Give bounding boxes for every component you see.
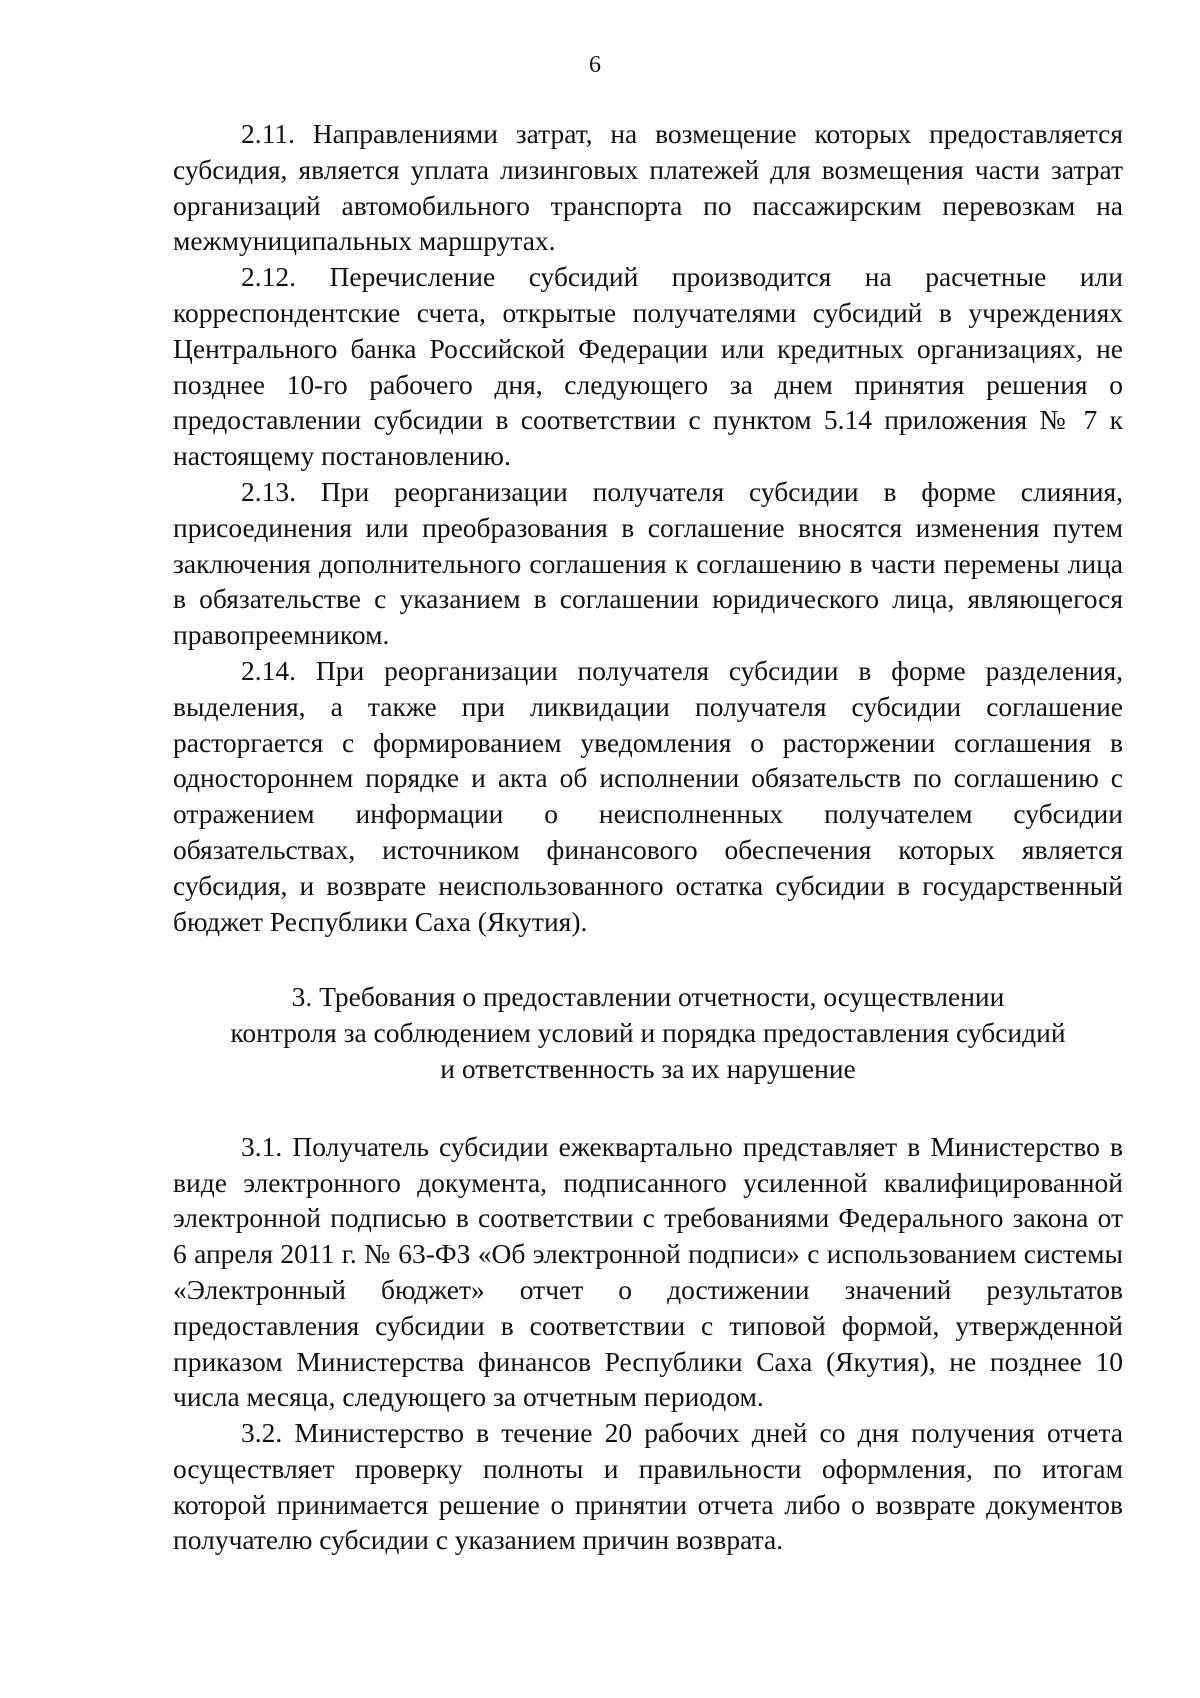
paragraph-2-13: 2.13. При реорганизации получателя субсидии в форме слияния, присоединения или преобразования в соглашение вносятся изменения путем заключения дополнительного соглашения к соглашению в части перемены лица в обязательстве с указанием в соглашении юридического лица, являющегося правопреемником. xyxy=(173,475,1123,651)
section-heading-line: контроля за соблюдением условий и порядка предоставления субсидий xyxy=(230,1017,1066,1049)
paragraph-2-14: 2.14. При реорганизации получателя субсидии в форме разделения, выделения, а также при ликвидации получателя субсидии соглашение расторгается с формированием уведомления о расторжении соглашения в одностороннем порядке и акта об исполнении обязательств по соглашению с отражением информации о неисполненных получателем субсидии обязательствах, источником финансового обеспечения которых является субсидия, и возврате неиспользованного остатка субсидии в государственный бюджет Республики Саха (Якутия). xyxy=(173,654,1123,937)
paragraph-3-1: 3.1. Получатель субсидии ежеквартально представляет в Министерство в виде электронного документа, подписанного усиленной квалифицированной электронной подписью в соответствии с требованиями Федерального закона от 6 апреля 2011 г. № 63-ФЗ «Об электронной подписи» с использованием системы «Электронный бюджет» отчет о достижении значений результатов предоставления субсидии в соответствии с типовой формой, утвержденной приказом Министерства финансов Республики Саха (Якутия), не позднее 10 числа месяца, следующего за отчетным периодом. xyxy=(173,1130,1123,1413)
section-heading-line: 3. Требования о предоставлении отчетности, осуществлении xyxy=(291,981,1005,1013)
paragraph-2-12: 2.12. Перечисление субсидий производится на расчетные или корреспондентские счета, открытые получателями субсидий в учреждениях Центрального банка Российской Федерации или кредитных организациях, не позднее 10-го рабочего дня, следующего за днем принятия решения о предоставлении субсидии в соответствии с пунктом 5.14 приложения № 7 к настоящему постановлению. xyxy=(173,261,1123,472)
paragraph-3-2: 3.2. Министерство в течение 20 рабочих дней со дня получения отчета осуществляет проверку полноты и правильности оформления, по итогам которой принимается решение о принятии отчета либо о возврате документов получателю субсидии с указанием причин возврата. xyxy=(173,1417,1123,1556)
document-body xyxy=(173,116,1123,1558)
paragraph-2-11: 2.11. Направлениями затрат, на возмещение которых предоставляется субсидия, является уплата лизинговых платежей для возмещения части затрат организаций автомобильного транспорта по пассажирским перевозкам на межмуниципальных маршрутах. xyxy=(173,118,1123,257)
section-heading-line: и ответственность за их нарушение xyxy=(440,1052,856,1084)
section-3-heading xyxy=(173,979,1123,1086)
page-number: 6 xyxy=(589,52,601,78)
